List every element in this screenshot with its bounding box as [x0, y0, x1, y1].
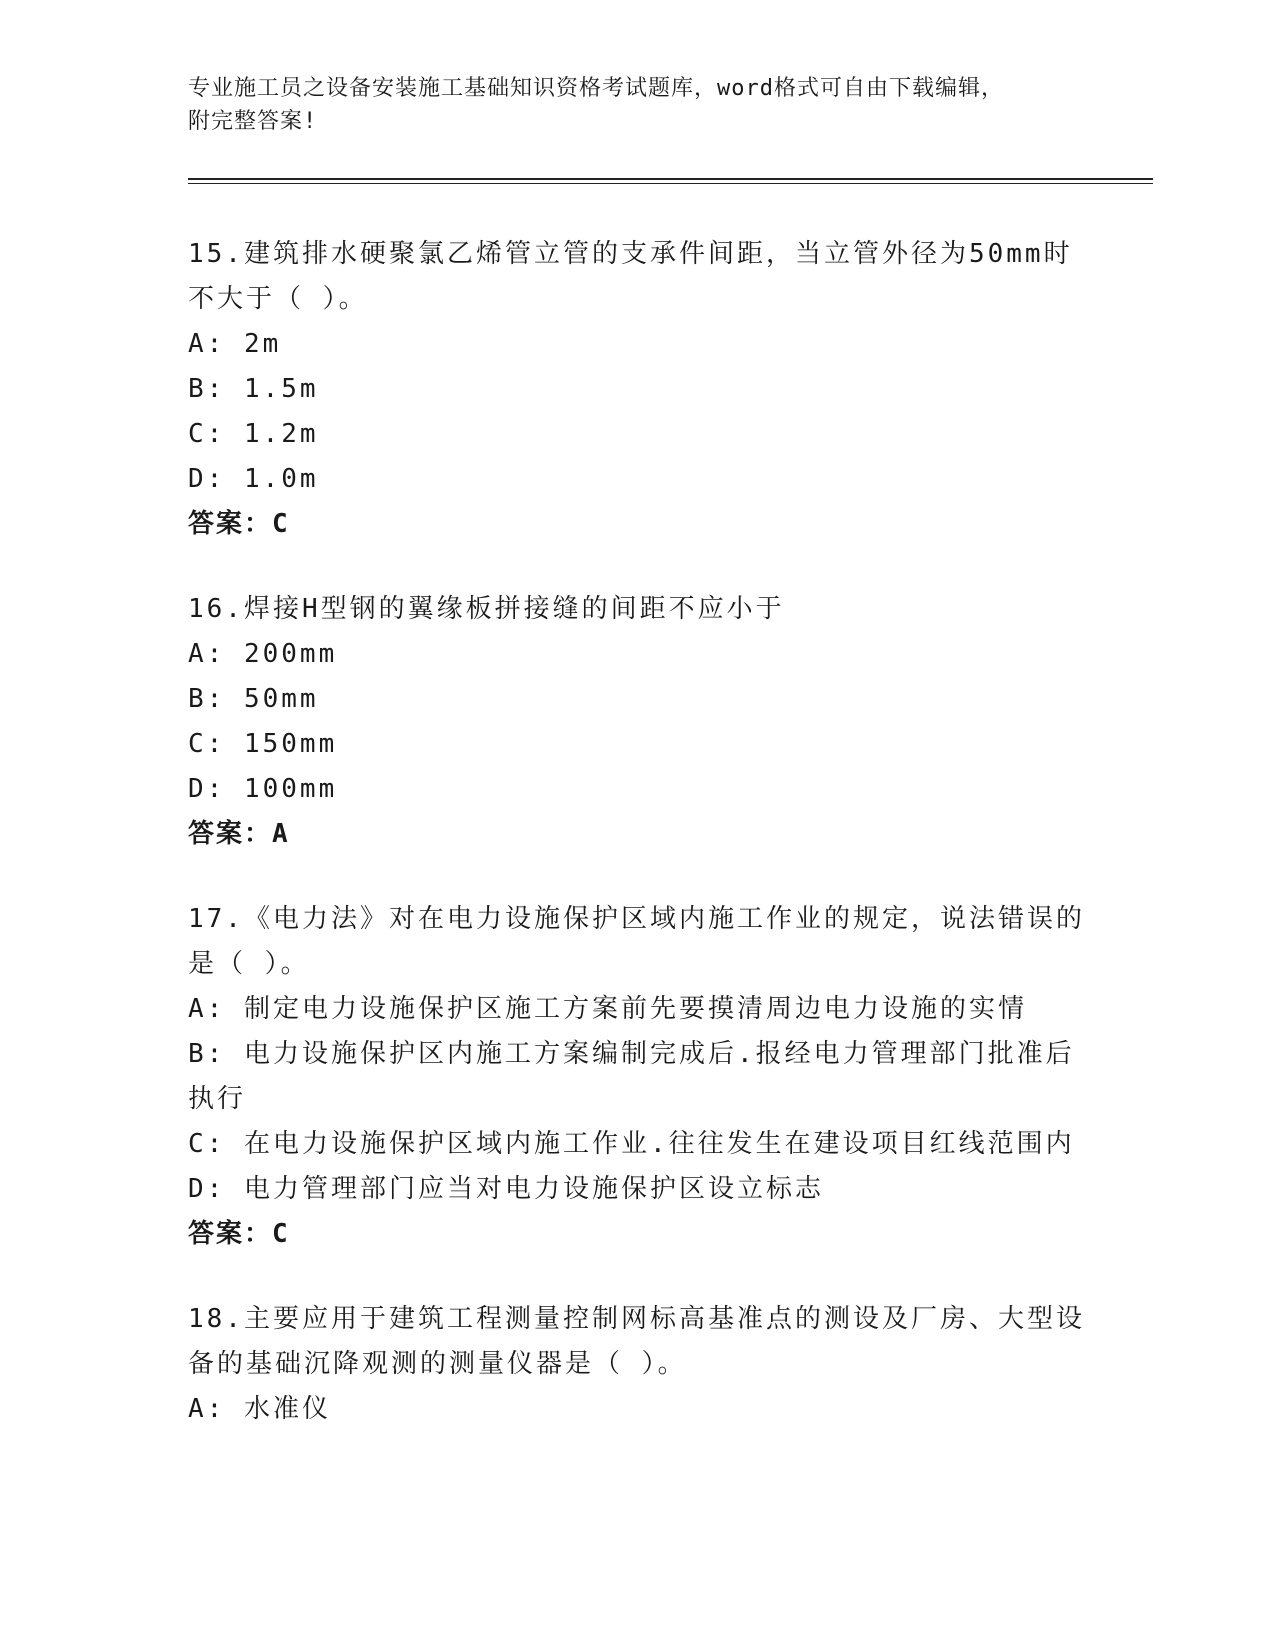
- option-d: D: 电力管理部门应当对电力设施保护区设立标志: [188, 1174, 824, 1204]
- answer-line: 答案：C: [188, 509, 290, 539]
- header-line-2: 附完整答案!: [188, 109, 318, 134]
- option-b: B: 电力设施保护区内施工方案编制完成后.报经电力管理部门批准后执行: [188, 1039, 1075, 1114]
- document-header: [188, 72, 1088, 138]
- option-d: D: 100mm: [188, 774, 338, 804]
- option-c: C: 1.2m: [188, 419, 319, 449]
- question-17: [188, 897, 1088, 1257]
- header-divider-thick: [188, 178, 1153, 180]
- question-stem-line: 不大于（ ）。: [188, 284, 368, 314]
- question-18: [188, 1297, 1088, 1432]
- option-a: A: 制定电力设施保护区施工方案前先要摸清周边电力设施的实情: [188, 994, 1027, 1024]
- question-stem-line: 16.焊接H型钢的翼缘板拼接缝的间距不应小于: [188, 594, 785, 624]
- answer-line: 答案：C: [188, 1219, 290, 1249]
- option-c: C: 在电力设施保护区域内施工作业.往往发生在建设项目红线范围内: [188, 1129, 1075, 1159]
- question-16: [188, 587, 1088, 857]
- question-stem-line: 18.主要应用于建筑工程测量控制网标高基准点的测设及厂房、大型设: [188, 1304, 1085, 1334]
- header-line-1: 专业施工员之设备安装施工基础知识资格考试题库，word格式可自由下载编辑，: [188, 76, 1004, 101]
- question-15: [188, 232, 1088, 547]
- option-a: A: 200mm: [188, 639, 338, 669]
- option-d: D: 1.0m: [188, 464, 319, 494]
- option-a: A: 水准仪: [188, 1394, 331, 1424]
- option-b: B: 50mm: [188, 684, 319, 714]
- question-stem-line: 备的基础沉降观测的测量仪器是（ ）。: [188, 1349, 687, 1379]
- answer-line: 答案：A: [188, 819, 290, 849]
- option-b: B: 1.5m: [188, 374, 319, 404]
- question-list: [188, 232, 1088, 1472]
- question-stem-line: 是（ ）。: [188, 949, 310, 979]
- option-a: A: 2m: [188, 329, 282, 359]
- header-divider-thin: [188, 183, 1153, 184]
- question-stem-line: 15.建筑排水硬聚氯乙烯管立管的支承件间距，当立管外径为50mm时: [188, 239, 1073, 269]
- option-c: C: 150mm: [188, 729, 338, 759]
- question-stem-line: 17.《电力法》对在电力设施保护区域内施工作业的规定，说法错误的: [188, 904, 1085, 934]
